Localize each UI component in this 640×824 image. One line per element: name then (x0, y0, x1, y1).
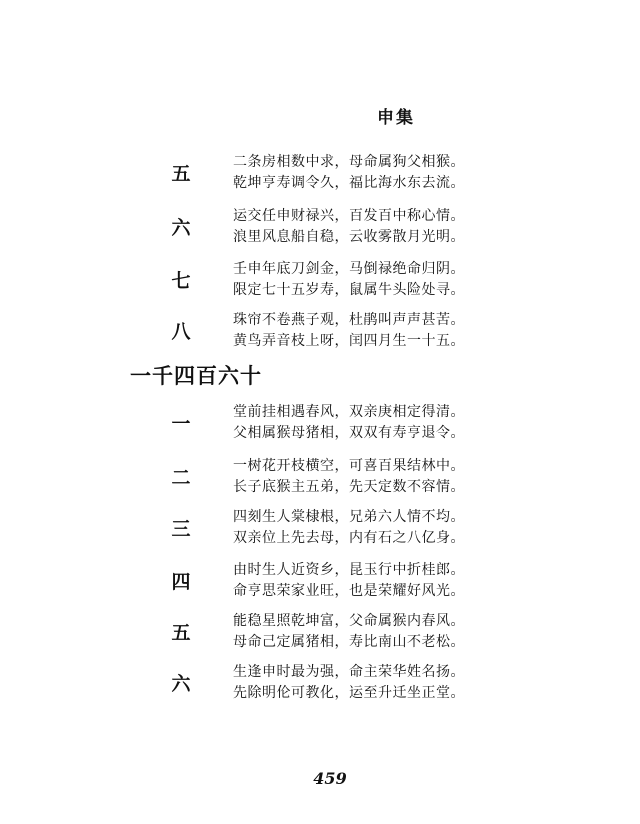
verse-line: 浪里风息船自稳，云收雾散月光明。 (233, 229, 465, 245)
verse-line: 由时生人近资乡，昆玉行中折桂郎。 (233, 562, 465, 578)
page-number: 459 (313, 769, 347, 788)
entry-group1-3 (0, 310, 640, 354)
entry-number: 六 (171, 673, 191, 695)
verse-line: 乾坤亨寿调令久，福比海水东去流。 (233, 175, 465, 191)
verse-line: 一树花开枝横空，可喜百果结林中。 (233, 458, 465, 474)
entry-group2-5 (0, 662, 640, 706)
verse-line: 能稳星照乾坤富，父命属猴内春风。 (233, 613, 465, 629)
verse-line: 母命己定属猪相，寿比南山不老松。 (233, 634, 465, 650)
entry-verse (233, 611, 465, 653)
entry-number: 一 (171, 413, 191, 435)
verse-line: 长子底猴主五弟，先天定数不容情。 (233, 479, 465, 495)
entry-number: 二 (171, 467, 191, 489)
entry-verse (233, 560, 465, 602)
verse-line: 限定七十五岁寿，鼠属牛头险处寻。 (233, 282, 465, 298)
entry-verse (233, 259, 465, 301)
entry-verse (233, 206, 465, 248)
entry-verse (233, 456, 465, 498)
running-header: 申集 (377, 108, 415, 128)
entry-verse (233, 152, 465, 194)
verse-line: 四刻生人棠棣根，兄弟六人情不均。 (233, 509, 465, 525)
entry-number: 四 (171, 571, 191, 593)
verse-line: 壬申年底刀剑金，马倒禄绝命归阴。 (233, 261, 465, 277)
verse-line: 先除明伦可教化，运至升迁坐正堂。 (233, 685, 465, 701)
entry-number: 八 (171, 321, 191, 343)
entry-number: 七 (171, 270, 191, 292)
entry-group1-2 (0, 259, 640, 303)
entry-group2-2 (0, 507, 640, 551)
verse-line: 黄鸟弄音枝上呀，闰四月生一十五。 (233, 333, 465, 349)
section-title: 一千四百六十 (130, 363, 262, 388)
entry-group2-3 (0, 560, 640, 604)
entry-number: 六 (171, 217, 191, 239)
entry-number: 三 (171, 518, 191, 540)
verse-line: 父相属猴母猪相，双双有寿亨退令。 (233, 425, 465, 441)
verse-line: 命亨思荣家业旺，也是荣耀好风光。 (233, 583, 465, 599)
entry-verse (233, 310, 465, 352)
entry-verse (233, 402, 465, 444)
verse-line: 堂前挂相遇春风，双亲庚相定得清。 (233, 404, 465, 420)
entry-group1-0 (0, 152, 640, 196)
verse-line: 双亲位上先去母，内有石之八亿身。 (233, 530, 465, 546)
entry-number: 五 (171, 622, 191, 644)
entry-group2-0 (0, 402, 640, 446)
verse-line: 二条房相数中求，母命属狗父相猴。 (233, 154, 465, 170)
entry-group2-1 (0, 456, 640, 500)
entry-group1-1 (0, 206, 640, 250)
entry-group2-4 (0, 611, 640, 655)
entry-verse (233, 507, 465, 549)
entry-verse (233, 662, 465, 704)
verse-line: 生逢申时最为强，命主荣华姓名扬。 (233, 664, 465, 680)
verse-line: 运交任申财禄兴，百发百中称心情。 (233, 208, 465, 224)
entry-number: 五 (171, 163, 191, 185)
verse-line: 珠帘不卷燕子观，杜鹃叫声声甚苦。 (233, 312, 465, 328)
